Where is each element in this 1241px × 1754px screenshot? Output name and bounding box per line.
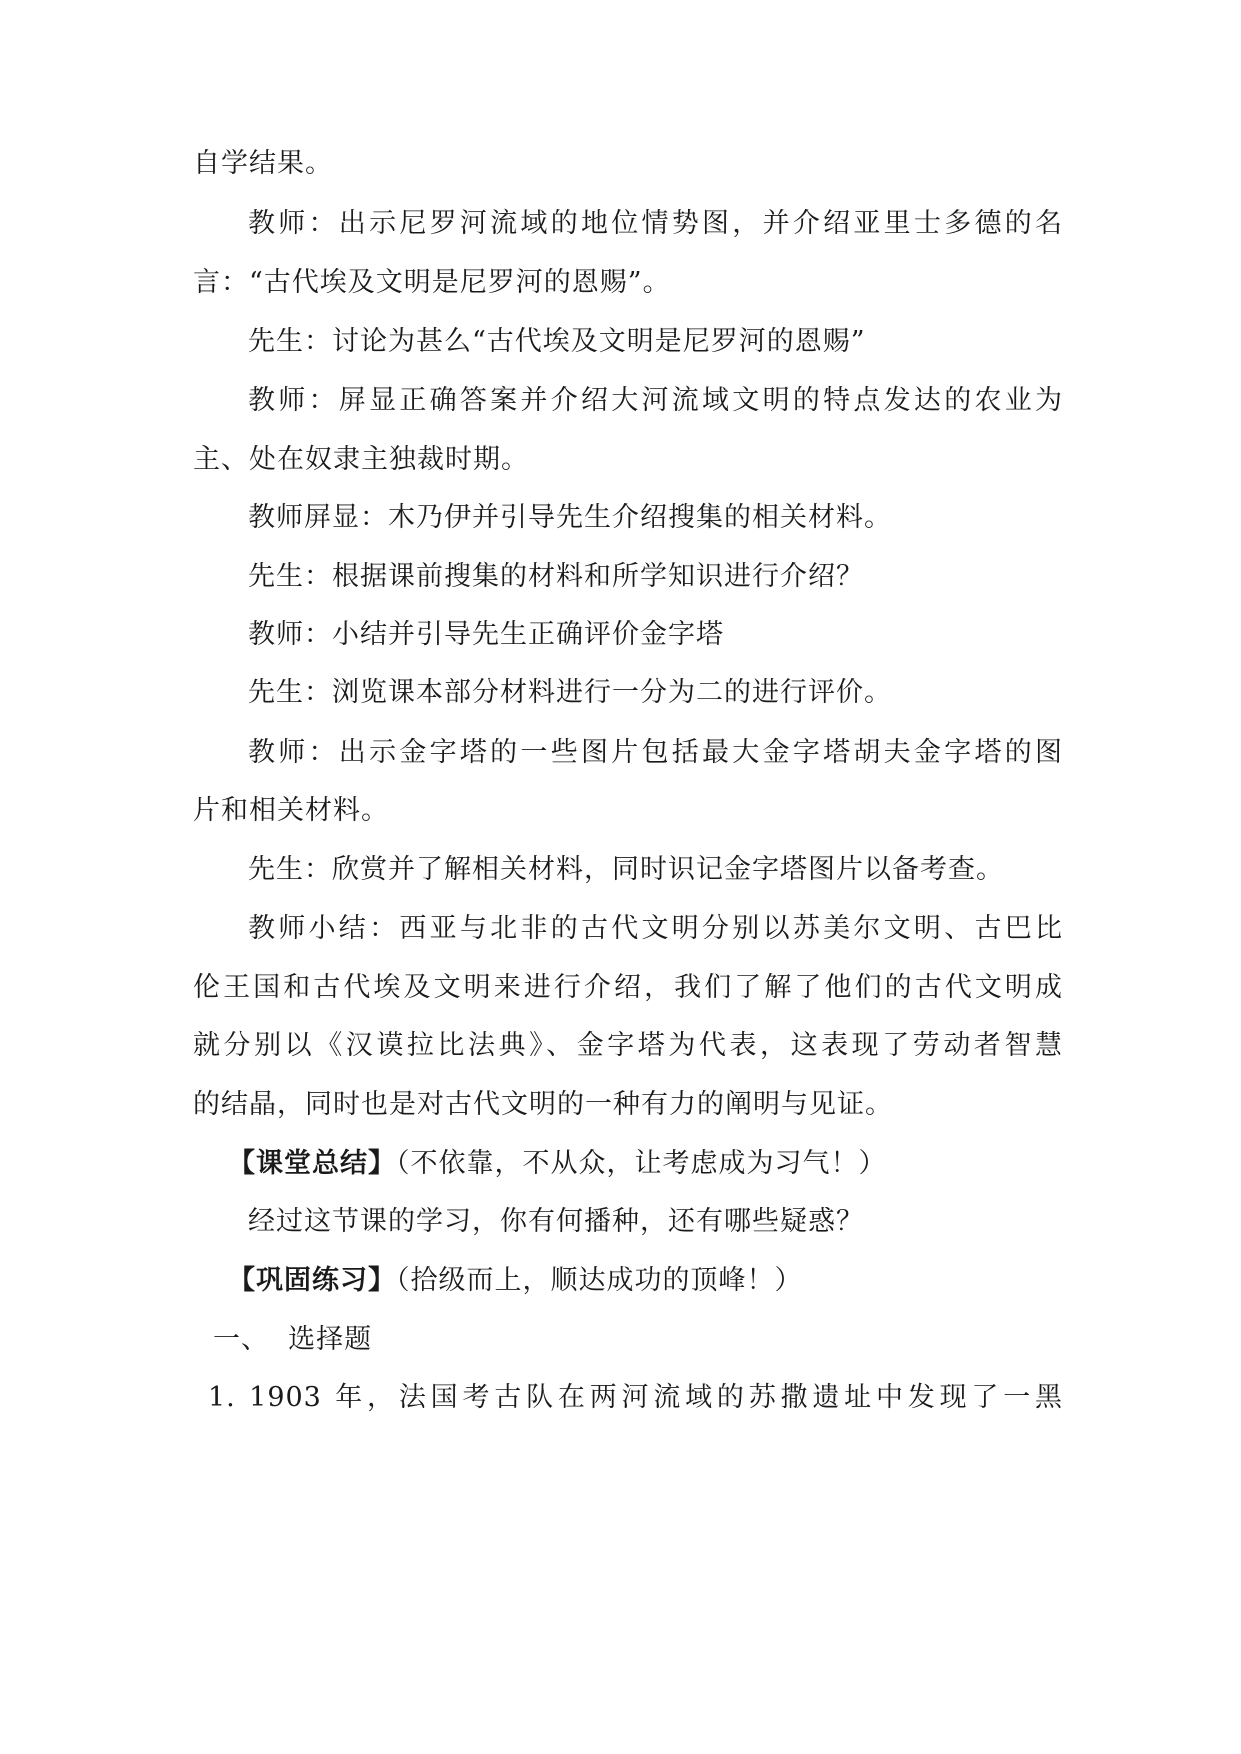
paragraph-line: 伦王国和古代埃及文明来进行介绍，我们了解了他们的古代文明成 bbox=[193, 972, 1063, 1003]
summary-heading-line bbox=[228, 1144, 1098, 1184]
paragraph-line: 先生：根据课前搜集的材料和所学知识进行介绍？ bbox=[248, 561, 864, 592]
paragraph-line: 先生：浏览课本部分材料进行一分为二的进行评价。 bbox=[248, 677, 892, 708]
paragraph-line: 的结晶，同时也是对古代文明的一种有力的阐明与见证。 bbox=[193, 1089, 893, 1120]
section-title: 一、 选择题 bbox=[213, 1324, 373, 1355]
paragraph-line: 主、处在奴隶主独裁时期。 bbox=[193, 444, 529, 475]
paragraph-line: 先生：欣赏并了解相关材料，同时识记金字塔图片以备考查。 bbox=[248, 854, 1004, 885]
paragraph-line: 自学结果。 bbox=[193, 148, 333, 179]
paragraph-line: 片和相关材料。 bbox=[193, 795, 389, 826]
practice-heading: 【巩固练习】 bbox=[228, 1265, 396, 1296]
paragraph-line: 教师：出示尼罗河流域的地位情势图，并介绍亚里士多德的名 bbox=[248, 208, 1063, 239]
paragraph-line: 教师：屏显正确答案并介绍大河流域文明的特点发达的农业为 bbox=[248, 385, 1063, 416]
paragraph-line: 教师：小结并引导先生正确评价金字塔 bbox=[248, 619, 724, 650]
paragraph-line: 言：“古代埃及文明是尼罗河的恩赐”。 bbox=[193, 267, 671, 298]
paragraph-line: 教师屏显：木乃伊并引导先生介绍搜集的相关材料。 bbox=[248, 502, 892, 533]
paragraph-line: 就分别以《汉谟拉比法典》、金字塔为代表，这表现了劳动者智慧 bbox=[193, 1030, 1063, 1061]
summary-question: 经过这节课的学习，你有何播种，还有哪些疑惑？ bbox=[248, 1206, 864, 1237]
summary-note: （不依靠，不从众，让考虑成为习气！） bbox=[396, 1148, 887, 1179]
paragraph-line: 先生：讨论为甚么“古代埃及文明是尼罗河的恩赐” bbox=[248, 326, 866, 357]
paragraph-line: 教师小结：西亚与北非的古代文明分别以苏美尔文明、古巴比 bbox=[248, 913, 1063, 944]
question-1: 1. 1903 年，法国考古队在两河流域的苏撒遗址中发现了一黑 bbox=[208, 1382, 1063, 1413]
practice-heading-line bbox=[228, 1261, 1098, 1301]
paragraph-line: 教师：出示金字塔的一些图片包括最大金字塔胡夫金字塔的图 bbox=[248, 737, 1063, 768]
practice-note: （拾级而上，顺达成功的顶峰！） bbox=[396, 1265, 803, 1296]
summary-heading: 【课堂总结】 bbox=[228, 1148, 396, 1179]
